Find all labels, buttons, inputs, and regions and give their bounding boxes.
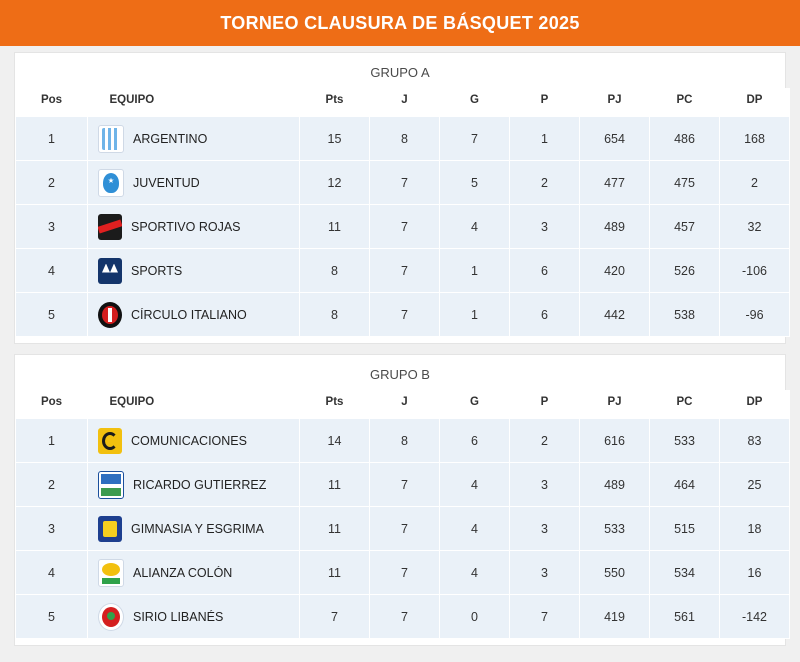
pts-cell: 11 — [300, 463, 370, 507]
pts-cell: 7 — [300, 595, 370, 639]
column-header-pts: Pts — [300, 390, 370, 419]
team-name: SPORTIVO ROJAS — [131, 219, 241, 234]
pc-cell: 533 — [650, 419, 720, 463]
position-cell: 5 — [16, 595, 88, 639]
column-header-team: EQUIPO — [88, 88, 300, 117]
pts-cell: 11 — [300, 507, 370, 551]
pc-cell: 515 — [650, 507, 720, 551]
column-header-pj: PJ — [580, 390, 650, 419]
p-cell: 1 — [510, 117, 580, 161]
table-row[interactable] — [16, 463, 790, 507]
sportivo-rojas-crest-icon — [98, 214, 122, 240]
page-title: TORNEO CLAUSURA DE BÁSQUET 2025 — [220, 12, 580, 33]
g-cell: 0 — [440, 595, 510, 639]
column-header-g: G — [440, 88, 510, 117]
column-header-pj: PJ — [580, 88, 650, 117]
position-cell: 3 — [16, 507, 88, 551]
pj-cell: 489 — [580, 205, 650, 249]
team-cell — [88, 463, 300, 507]
dp-cell: -106 — [720, 249, 790, 293]
pj-cell: 550 — [580, 551, 650, 595]
table-row[interactable] — [16, 595, 790, 639]
dp-cell: 2 — [720, 161, 790, 205]
position-cell: 4 — [16, 551, 88, 595]
p-cell: 7 — [510, 595, 580, 639]
j-cell: 8 — [370, 117, 440, 161]
p-cell: 3 — [510, 463, 580, 507]
team-name: GIMNASIA Y ESGRIMA — [131, 521, 264, 536]
column-header-j: J — [370, 88, 440, 117]
j-cell: 8 — [370, 419, 440, 463]
group-title-b: GRUPO B — [370, 367, 430, 382]
team-cell — [88, 507, 300, 551]
alianza-colon-crest-icon — [98, 559, 124, 587]
position-cell: 3 — [16, 205, 88, 249]
pj-cell: 616 — [580, 419, 650, 463]
table-row[interactable] — [16, 249, 790, 293]
circulo-italiano-crest-icon — [98, 302, 122, 328]
dp-cell: 18 — [720, 507, 790, 551]
pj-cell: 442 — [580, 293, 650, 337]
team-cell — [88, 205, 300, 249]
column-header-pos: Pos — [16, 88, 88, 117]
p-cell: 6 — [510, 249, 580, 293]
g-cell: 1 — [440, 249, 510, 293]
team-cell — [88, 249, 300, 293]
ricardo-gutierrez-crest-icon — [98, 471, 124, 499]
team-cell — [88, 117, 300, 161]
g-cell: 4 — [440, 507, 510, 551]
page-header — [0, 0, 800, 46]
pc-cell: 486 — [650, 117, 720, 161]
position-cell: 1 — [16, 117, 88, 161]
team-cell — [88, 293, 300, 337]
g-cell: 7 — [440, 117, 510, 161]
dp-cell: 16 — [720, 551, 790, 595]
g-cell: 4 — [440, 551, 510, 595]
team-cell — [88, 161, 300, 205]
column-header-j: J — [370, 390, 440, 419]
team-cell — [88, 595, 300, 639]
table-row[interactable] — [16, 117, 790, 161]
j-cell: 7 — [370, 249, 440, 293]
j-cell: 7 — [370, 595, 440, 639]
table-row[interactable] — [16, 419, 790, 463]
position-cell: 4 — [16, 249, 88, 293]
sirio-libanes-crest-icon — [98, 603, 124, 631]
table-header-row — [16, 390, 790, 419]
pj-cell: 477 — [580, 161, 650, 205]
j-cell: 7 — [370, 551, 440, 595]
standings-table-b — [15, 390, 790, 639]
team-name: JUVENTUD — [133, 175, 200, 190]
column-header-dp: DP — [720, 88, 790, 117]
group-card-a — [14, 52, 786, 344]
p-cell: 3 — [510, 551, 580, 595]
p-cell: 2 — [510, 419, 580, 463]
column-header-p: P — [510, 390, 580, 419]
pj-cell: 419 — [580, 595, 650, 639]
juventud-crest-icon — [98, 169, 124, 197]
team-name: ALIANZA COLÓN — [133, 565, 233, 580]
argentino-crest-icon — [98, 125, 124, 153]
pts-cell: 8 — [300, 293, 370, 337]
pc-cell: 475 — [650, 161, 720, 205]
table-row[interactable] — [16, 551, 790, 595]
groups-container — [0, 46, 800, 662]
comunicaciones-crest-icon — [98, 428, 122, 454]
team-cell — [88, 551, 300, 595]
team-cell — [88, 419, 300, 463]
position-cell: 2 — [16, 463, 88, 507]
g-cell: 6 — [440, 419, 510, 463]
j-cell: 7 — [370, 507, 440, 551]
j-cell: 7 — [370, 293, 440, 337]
table-row[interactable] — [16, 161, 790, 205]
column-header-pts: Pts — [300, 88, 370, 117]
pts-cell: 14 — [300, 419, 370, 463]
pj-cell: 533 — [580, 507, 650, 551]
table-header-row — [16, 88, 790, 117]
pc-cell: 561 — [650, 595, 720, 639]
column-header-g: G — [440, 390, 510, 419]
table-row[interactable] — [16, 507, 790, 551]
position-cell: 1 — [16, 419, 88, 463]
team-name: SPORTS — [131, 263, 183, 278]
pts-cell: 8 — [300, 249, 370, 293]
column-header-pos: Pos — [16, 390, 88, 419]
dp-cell: 32 — [720, 205, 790, 249]
j-cell: 7 — [370, 205, 440, 249]
standings-table-a — [15, 88, 790, 337]
dp-cell: 25 — [720, 463, 790, 507]
position-cell: 2 — [16, 161, 88, 205]
column-header-pc: PC — [650, 88, 720, 117]
dp-cell: 168 — [720, 117, 790, 161]
pj-cell: 420 — [580, 249, 650, 293]
pts-cell: 15 — [300, 117, 370, 161]
column-header-p: P — [510, 88, 580, 117]
g-cell: 1 — [440, 293, 510, 337]
pj-cell: 654 — [580, 117, 650, 161]
group-card-b — [14, 354, 786, 646]
p-cell: 6 — [510, 293, 580, 337]
p-cell: 3 — [510, 205, 580, 249]
group-title-a: GRUPO A — [370, 65, 430, 80]
team-name: ARGENTINO — [133, 131, 208, 146]
pc-cell: 538 — [650, 293, 720, 337]
g-cell: 4 — [440, 463, 510, 507]
table-row[interactable] — [16, 293, 790, 337]
team-name: CÍRCULO ITALIANO — [131, 307, 247, 322]
table-row[interactable] — [16, 205, 790, 249]
g-cell: 5 — [440, 161, 510, 205]
position-cell: 5 — [16, 293, 88, 337]
team-name: COMUNICACIONES — [131, 433, 247, 448]
dp-cell: -142 — [720, 595, 790, 639]
dp-cell: 83 — [720, 419, 790, 463]
j-cell: 7 — [370, 463, 440, 507]
pc-cell: 457 — [650, 205, 720, 249]
column-header-dp: DP — [720, 390, 790, 419]
dp-cell: -96 — [720, 293, 790, 337]
column-header-pc: PC — [650, 390, 720, 419]
pc-cell: 464 — [650, 463, 720, 507]
pts-cell: 11 — [300, 551, 370, 595]
team-name: SIRIO LIBANÉS — [133, 609, 224, 624]
pts-cell: 12 — [300, 161, 370, 205]
pts-cell: 11 — [300, 205, 370, 249]
team-name: RICARDO GUTIERREZ — [133, 477, 267, 492]
sports-crest-icon — [98, 258, 122, 284]
p-cell: 3 — [510, 507, 580, 551]
p-cell: 2 — [510, 161, 580, 205]
column-header-team: EQUIPO — [88, 390, 300, 419]
j-cell: 7 — [370, 161, 440, 205]
pc-cell: 526 — [650, 249, 720, 293]
pj-cell: 489 — [580, 463, 650, 507]
pc-cell: 534 — [650, 551, 720, 595]
gimnasia-esgrima-crest-icon — [98, 516, 122, 542]
g-cell: 4 — [440, 205, 510, 249]
